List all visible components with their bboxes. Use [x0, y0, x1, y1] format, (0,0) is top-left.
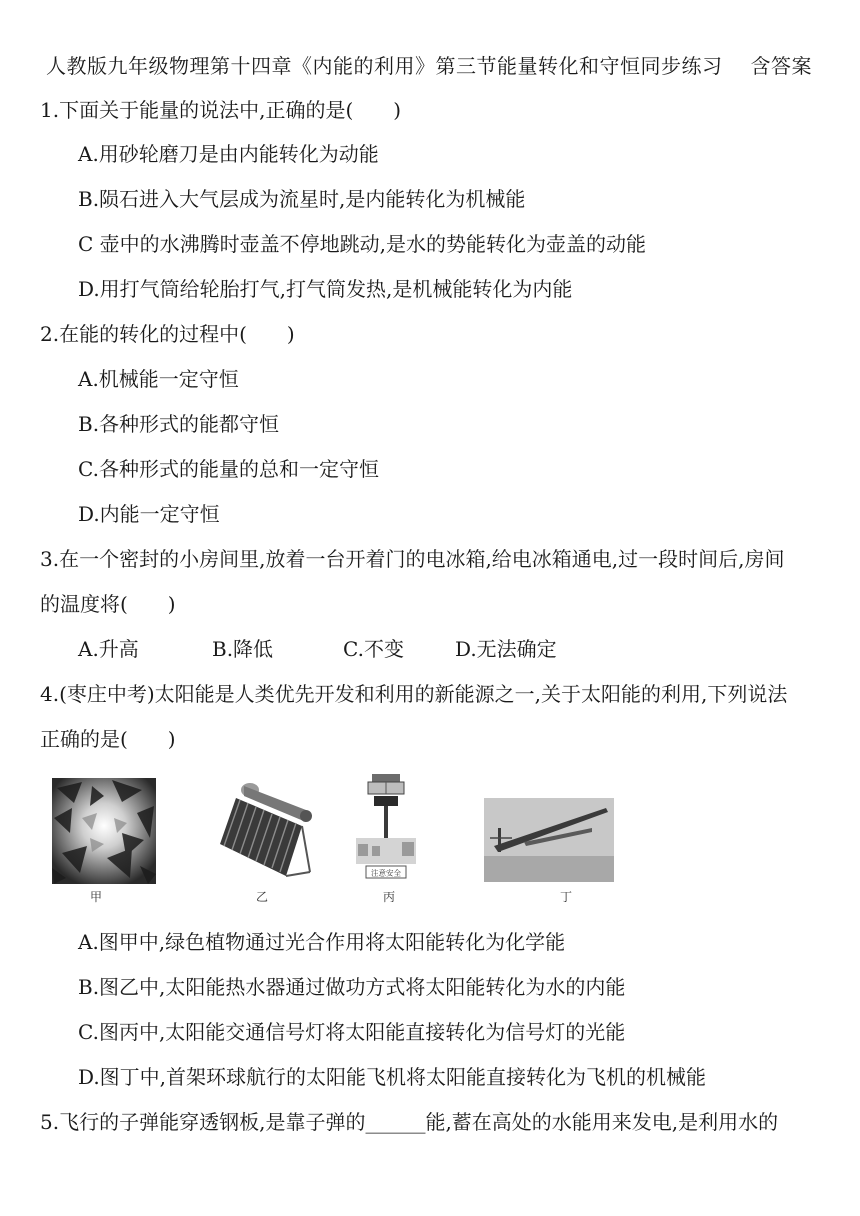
q2-option-b: B.各种形式的能都守恒 — [78, 412, 280, 436]
figure-bing-solar-traffic-light — [352, 772, 420, 884]
figure-ding-solar-airplane — [484, 798, 614, 882]
q1-option-c: C 壶中的水沸腾时壶盖不停地跳动,是水的势能转化为壶盖的动能 — [78, 232, 647, 256]
q1-option-a: A.用砂轮磨刀是由内能转化为动能 — [78, 142, 379, 166]
title-suffix: 含答案 — [750, 54, 812, 78]
page-title — [46, 50, 846, 79]
q4-option-c: C.图丙中,太阳能交通信号灯将太阳能直接转化为信号灯的光能 — [78, 1020, 626, 1044]
q4-option-d: D.图丁中,首架环球航行的太阳能飞机将太阳能直接转化为飞机的机械能 — [78, 1065, 707, 1089]
figure-ding-caption: 丁 — [559, 890, 572, 904]
q3-options-row — [0, 635, 860, 663]
title-main: 人教版九年级物理第十四章《内能的利用》第三节能量转化和守恒同步练习 — [46, 54, 723, 78]
q3-stem-line2: 的温度将( ) — [40, 592, 176, 616]
q4-option-a: A.图甲中,绿色植物通过光合作用将太阳能转化为化学能 — [78, 930, 566, 954]
q2-option-d: D.内能一定守恒 — [78, 502, 220, 526]
figure-yi-solar-water-heater — [214, 780, 326, 886]
q3-option-d: D.无法确定 — [455, 637, 557, 661]
q3-stem-line1: 3.在一个密封的小房间里,放着一台开着门的电冰箱,给电冰箱通电,过一段时间后,房间 — [40, 547, 785, 571]
q3-option-b: B.降低 — [212, 637, 274, 661]
q4-stem-line2: 正确的是( ) — [40, 727, 176, 751]
q1-option-d: D.用打气筒给轮胎打气,打气筒发热,是机械能转化为内能 — [78, 277, 573, 301]
q4-option-b: B.图乙中,太阳能热水器通过做功方式将太阳能转化为水的内能 — [78, 975, 626, 999]
q3-option-a: A.升高 — [78, 637, 139, 661]
figure-bing-sign: 注意安全 — [371, 868, 401, 878]
figure-jia-caption: 甲 — [89, 890, 102, 904]
q2-stem: 2.在能的转化的过程中( ) — [40, 322, 295, 346]
figure-jia-plant-photo — [52, 778, 156, 884]
q3-option-c: C.不变 — [343, 637, 404, 661]
q5-stem: 5.飞行的子弹能穿透钢板,是靠子弹的______能,蓄在高处的水能用来发电,是利用水的 — [40, 1110, 779, 1134]
q1-stem: 1.下面关于能量的说法中,正确的是( ) — [40, 98, 402, 122]
q1-option-b: B.陨石进入大气层成为流星时,是内能转化为机械能 — [78, 187, 526, 211]
figure-yi-caption: 乙 — [255, 890, 268, 904]
figure-bing-caption: 丙 — [382, 890, 395, 904]
q2-option-a: A.机械能一定守恒 — [78, 367, 239, 391]
q2-option-c: C.各种形式的能量的总和一定守恒 — [78, 457, 379, 481]
q4-stem-line1: 4.(枣庄中考)太阳能是人类优先开发和利用的新能源之一,关于太阳能的利用,下列说法 — [40, 682, 788, 706]
